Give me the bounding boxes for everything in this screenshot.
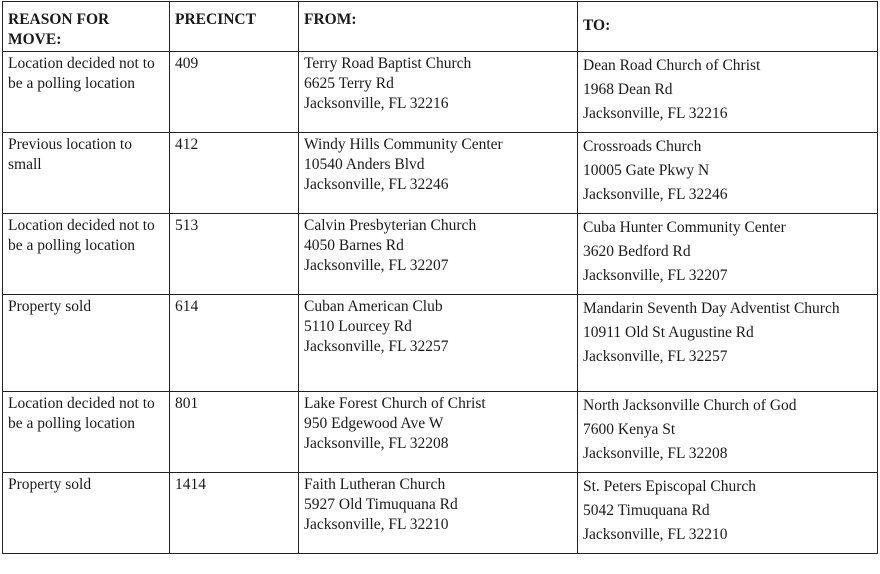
to-cell [578, 214, 878, 295]
to-cell [578, 52, 878, 133]
from-cell [299, 473, 578, 554]
to-city: Jacksonville, FL 32216 [583, 105, 728, 122]
from-city: Jacksonville, FL 32208 [304, 435, 449, 452]
to-street: 1968 Dean Rd [583, 81, 673, 98]
from-cell [299, 214, 578, 295]
precinct-cell: 409 [170, 52, 299, 133]
to-street: 5042 Timuquana Rd [583, 502, 710, 519]
table-row [3, 295, 878, 392]
from-name: Cuban American Club [304, 298, 443, 315]
header-from: FROM: [299, 2, 578, 52]
reason-cell: Property sold [3, 295, 170, 392]
from-city: Jacksonville, FL 32210 [304, 516, 449, 533]
from-street: 6625 Terry Rd [304, 75, 394, 92]
to-city: Jacksonville, FL 32210 [583, 526, 728, 543]
to-name: Dean Road Church of Christ [583, 57, 761, 74]
table-row [3, 214, 878, 295]
reason-cell: Previous location to small [3, 133, 170, 214]
to-name: Mandarin Seventh Day Adventist Church [583, 300, 840, 317]
reason-cell: Location decided not to be a polling location [3, 214, 170, 295]
to-name: St. Peters Episcopal Church [583, 478, 757, 495]
header-reason: REASON FOR MOVE: [3, 2, 170, 52]
to-city: Jacksonville, FL 32257 [583, 348, 728, 365]
from-street: 5927 Old Timuquana Rd [304, 496, 458, 513]
precinct-relocation-table [2, 1, 878, 554]
from-cell [299, 52, 578, 133]
precinct-cell: 614 [170, 295, 299, 392]
table-row [3, 133, 878, 214]
to-city: Jacksonville, FL 32207 [583, 267, 728, 284]
to-street: 7600 Kenya St [583, 421, 676, 438]
to-street: 3620 Bedford Rd [583, 243, 691, 260]
from-cell [299, 133, 578, 214]
from-cell [299, 392, 578, 473]
table-row [3, 52, 878, 133]
to-city: Jacksonville, FL 32246 [583, 186, 728, 203]
from-name: Lake Forest Church of Christ [304, 395, 486, 412]
to-cell [578, 295, 878, 392]
from-street: 4050 Barnes Rd [304, 237, 404, 254]
from-city: Jacksonville, FL 32207 [304, 257, 449, 274]
to-street: 10005 Gate Pkwy N [583, 162, 710, 179]
from-city: Jacksonville, FL 32216 [304, 95, 449, 112]
to-cell [578, 473, 878, 554]
to-name: North Jacksonville Church of God [583, 397, 797, 414]
to-name: Cuba Hunter Community Center [583, 219, 786, 236]
from-city: Jacksonville, FL 32246 [304, 176, 449, 193]
to-cell [578, 133, 878, 214]
from-city: Jacksonville, FL 32257 [304, 338, 449, 355]
to-cell [578, 392, 878, 473]
table-row [3, 473, 878, 554]
header-to: TO: [578, 2, 878, 52]
reason-cell: Location decided not to be a polling location [3, 52, 170, 133]
reason-cell: Property sold [3, 473, 170, 554]
precinct-cell: 1414 [170, 473, 299, 554]
precinct-cell: 412 [170, 133, 299, 214]
from-cell [299, 295, 578, 392]
to-street: 10911 Old St Augustine Rd [583, 324, 754, 341]
from-street: 950 Edgewood Ave W [304, 415, 444, 432]
table-row [3, 392, 878, 473]
header-row [3, 2, 878, 52]
reason-cell: Location decided not to be a polling location [3, 392, 170, 473]
from-name: Faith Lutheran Church [304, 476, 446, 493]
to-name: Crossroads Church [583, 138, 702, 155]
from-street: 5110 Lourcey Rd [304, 318, 412, 335]
to-city: Jacksonville, FL 32208 [583, 445, 728, 462]
precinct-cell: 513 [170, 214, 299, 295]
from-street: 10540 Anders Blvd [304, 156, 425, 173]
from-name: Terry Road Baptist Church [304, 55, 472, 72]
from-name: Windy Hills Community Center [304, 136, 503, 153]
header-precinct: PRECINCT [170, 2, 299, 52]
from-name: Calvin Presbyterian Church [304, 217, 477, 234]
precinct-cell: 801 [170, 392, 299, 473]
